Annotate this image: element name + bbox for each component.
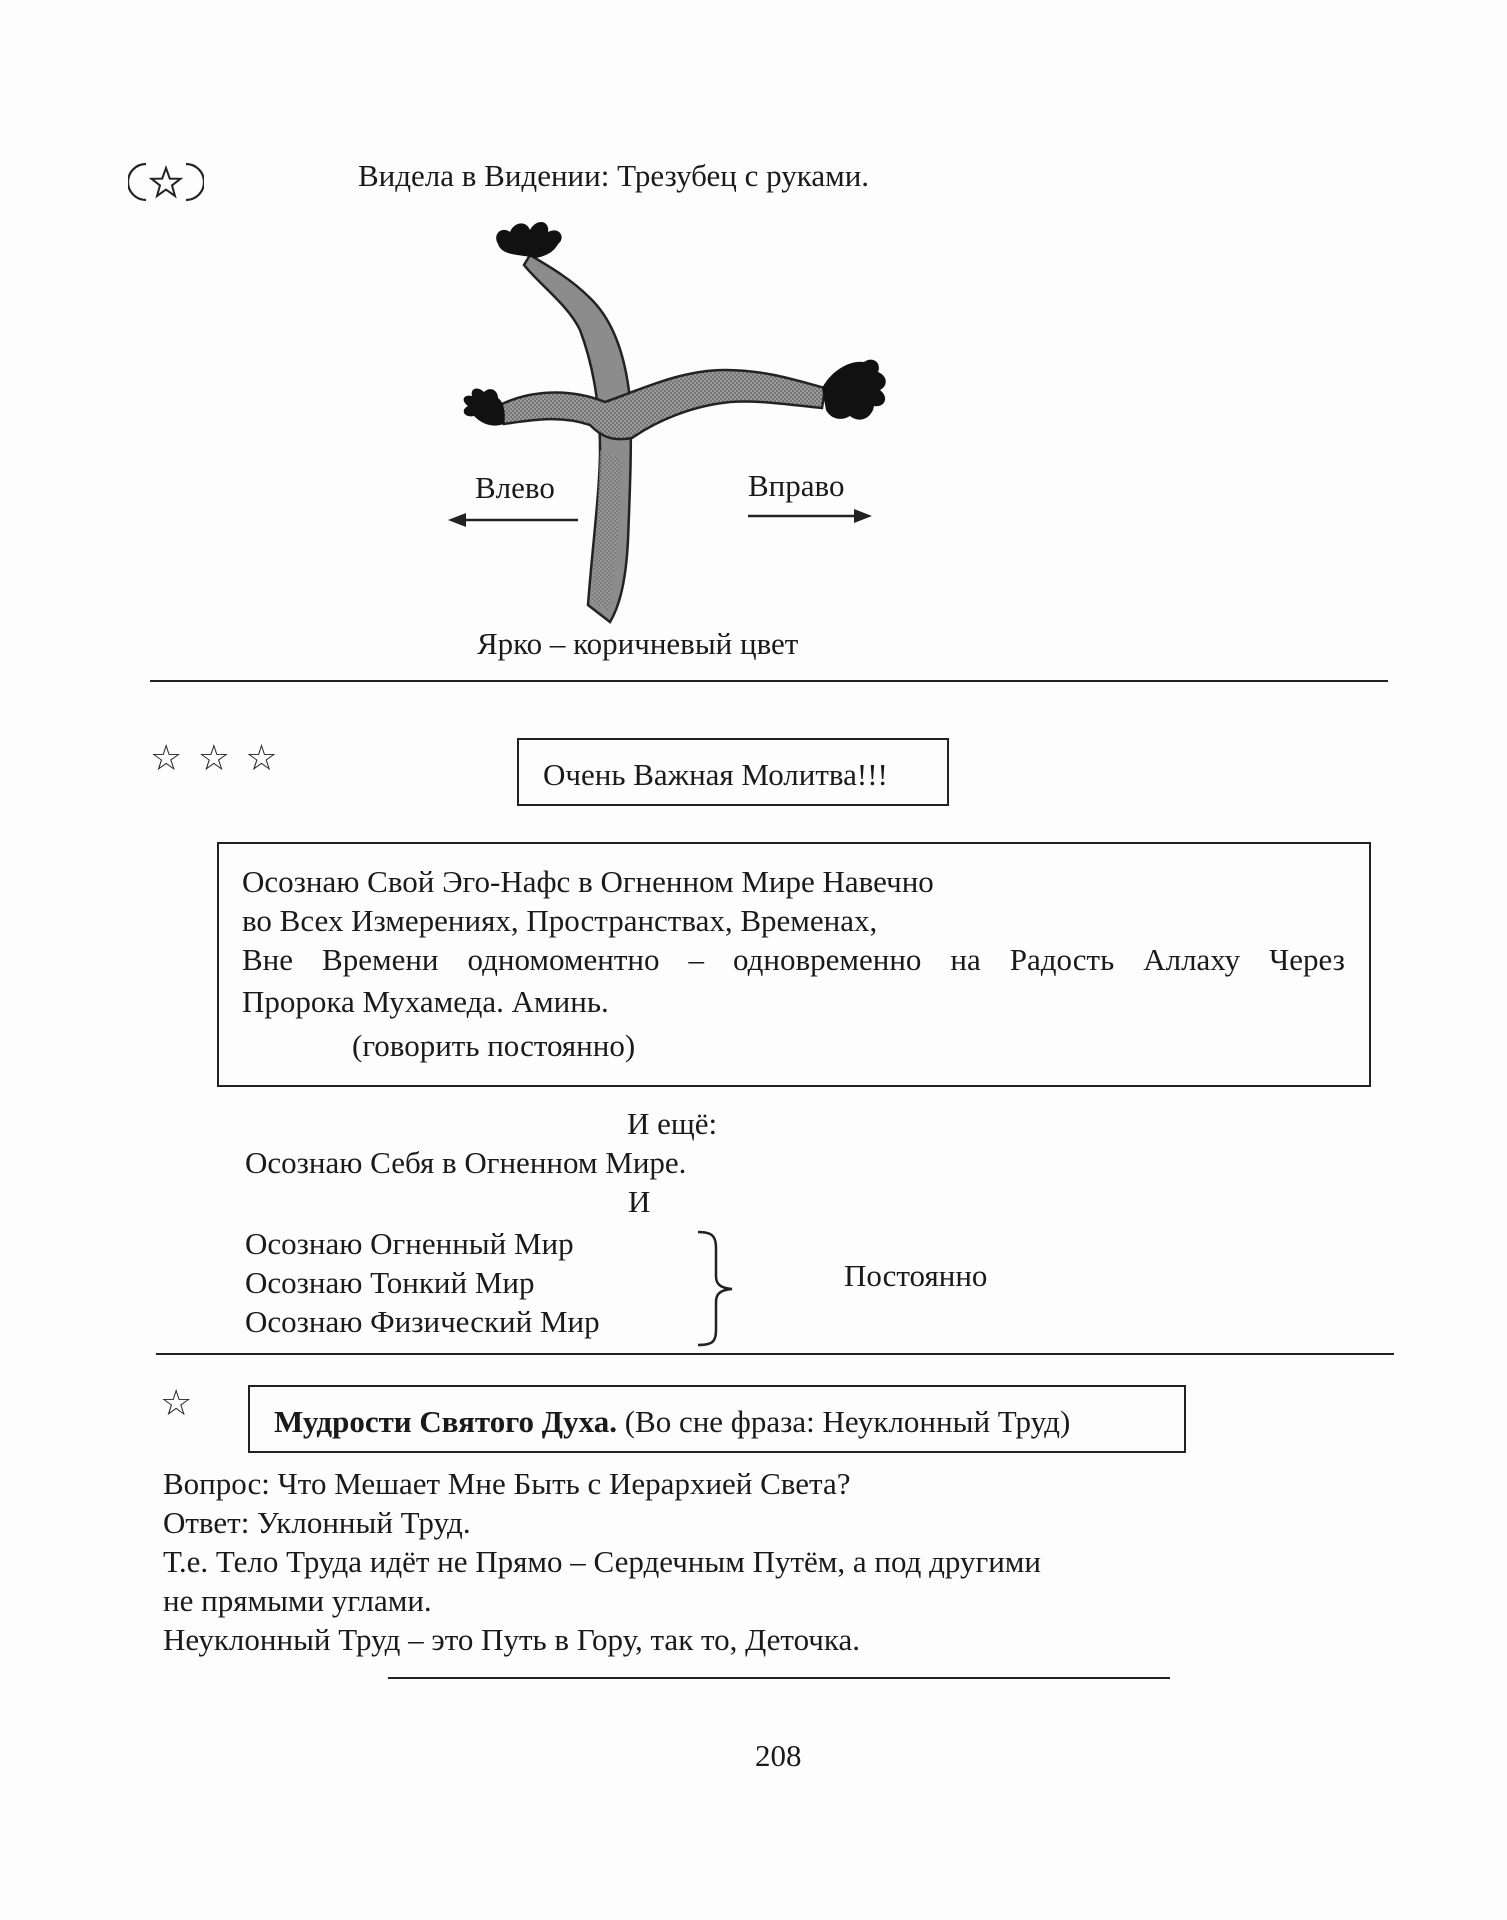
- word: –: [688, 942, 704, 977]
- wisdom-heading-box: [248, 1385, 1186, 1453]
- wisdom-heading: [274, 1406, 1070, 1437]
- prayer-heading: Очень Важная Молитва!!!: [543, 757, 888, 792]
- prayer-line: Осознаю Свой Эго-Нафс в Огненном Мире Навечно: [242, 864, 934, 899]
- word: одновременно: [732, 942, 922, 977]
- and-label: И: [628, 1184, 651, 1219]
- prayer-line-justified: [242, 944, 1345, 975]
- prayer-heading-box: [517, 738, 949, 806]
- wisdom-heading-rest: (Во сне фраза: Неуклонный Труд): [616, 1404, 1071, 1439]
- prayer-note: (говорить постоянно): [352, 1028, 636, 1063]
- right-label: Вправо: [748, 468, 845, 503]
- left-label: Влево: [475, 470, 555, 505]
- prayer-line: во Всех Измерениях, Пространствах, Временах,: [242, 903, 878, 938]
- three-stars-icon: ☆ ☆ ☆: [150, 738, 280, 779]
- wisdom-line: не прямыми углами.: [163, 1583, 432, 1618]
- also-label: И ещё:: [627, 1106, 718, 1141]
- word: Аллаху: [1143, 942, 1241, 977]
- page-number: 208: [755, 1738, 802, 1773]
- word: одномоментно: [467, 942, 660, 977]
- wisdom-line: Неуклонный Труд – это Путь в Гору, так то, Деточка.: [163, 1622, 860, 1657]
- left-arrow-icon: [448, 510, 580, 530]
- wisdom-line: Вопрос: Что Мешает Мне Быть с Иерархией Света?: [163, 1466, 851, 1501]
- star-icon: ☆: [160, 1383, 193, 1424]
- word: Вне: [242, 942, 294, 977]
- self-line: Осознаю Себя в Огненном Мире.: [245, 1145, 687, 1180]
- divider-2: [156, 1353, 1394, 1355]
- world-line: Осознаю Физический Мир: [245, 1304, 600, 1339]
- word: Через: [1269, 942, 1345, 977]
- divider-1: [150, 680, 1388, 682]
- word: Времени: [322, 942, 439, 977]
- wisdom-line: Ответ: Уклонный Труд.: [163, 1505, 471, 1540]
- world-line: Осознаю Огненный Мир: [245, 1226, 574, 1261]
- world-line: Осознаю Тонкий Мир: [245, 1265, 535, 1300]
- word: на: [950, 942, 981, 977]
- divider-3: [388, 1677, 1170, 1679]
- vision-title: Видела в Видении: Трезубец с руками.: [358, 158, 870, 193]
- crescent-star-crescent-icon: [128, 160, 204, 204]
- right-brace-icon: [694, 1228, 740, 1348]
- prayer-line: Пророка Мухамеда. Аминь.: [242, 984, 609, 1019]
- constantly-label: Постоянно: [844, 1258, 988, 1293]
- trident-with-hands-figure: [440, 210, 920, 630]
- wisdom-line: Т.е. Тело Труда идёт не Прямо – Сердечным Путём, а под другими: [163, 1544, 1041, 1579]
- right-arrow-icon: [748, 506, 872, 526]
- wisdom-heading-bold: Мудрости Святого Духа.: [274, 1404, 617, 1439]
- color-caption: Ярко – коричневый цвет: [477, 626, 799, 661]
- word: Радость: [1009, 942, 1115, 977]
